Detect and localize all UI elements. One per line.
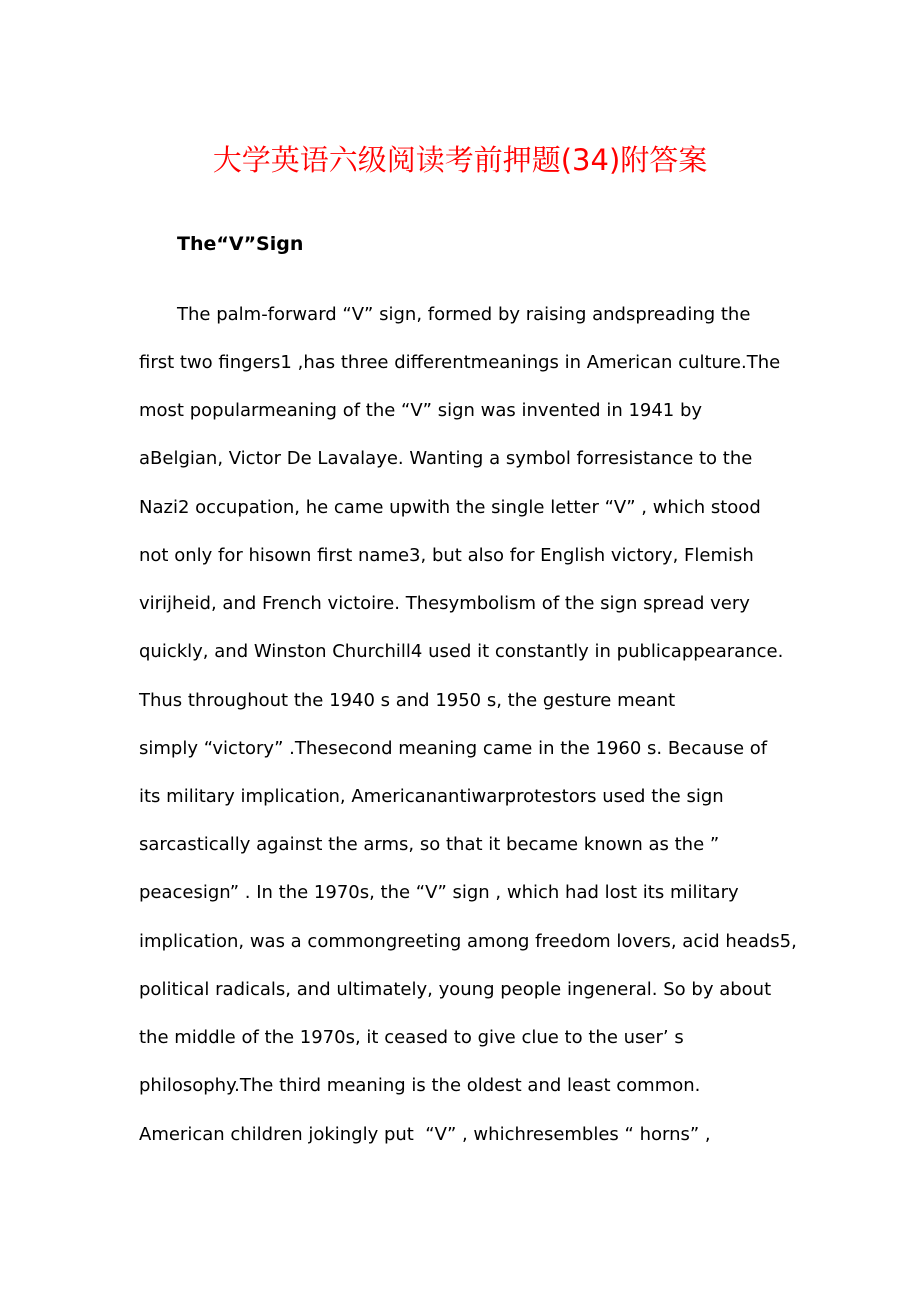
paragraph-line: philosophy.The third meaning is the oldest and least common. [139,1075,701,1096]
paragraph-line: political radicals, and ultimately, young people ingeneral. So by about [139,979,772,1000]
paragraph-line: The palm-forward “V” sign, formed by raising andspreading the [177,304,751,325]
paragraph-line: Nazi2 occupation, he came upwith the single letter “V” , which stood [139,497,761,518]
paragraph-line: peacesign” . In the 1970s, the “V” sign , which had lost its military [139,882,739,903]
paragraph-line: Thus throughout the 1940 s and 1950 s, the gesture meant [139,690,676,711]
paragraph-line: quickly, and Winston Churchill4 used it constantly in publicappearance. [139,641,784,662]
paragraph-line: its military implication, Americanantiwarprotestors used the sign [139,786,724,807]
paragraph-line: sarcastically against the arms, so that it became known as the ” [139,834,720,855]
paragraph-line: implication, was a commongreeting among freedom lovers, acid heads5, [139,931,797,952]
paragraph-line: aBelgian, Victor De Lavalaye. Wanting a symbol forresistance to the [139,448,753,469]
document-title: 大学英语六级阅读考前押题(34)附答案 [212,143,708,177]
paragraph-line: most popularmeaning of the “V” sign was invented in 1941 by [139,400,703,421]
paragraph-line: not only for hisown first name3, but also for English victory, Flemish [139,545,754,566]
paragraph-line: American children jokingly put “V” , whichresembles “ horns” , [139,1124,711,1145]
paragraph-line: first two fingers1 ,has three differentmeanings in American culture.The [139,352,781,373]
paragraph-line: simply “victory” .Thesecond meaning came in the 1960 s. Because of [139,738,768,759]
paragraph-line: the middle of the 1970s, it ceased to give clue to the user’ s [139,1027,684,1048]
paragraph-line: virijheid, and French victoire. Thesymbolism of the sign spread very [139,593,750,614]
section-heading: The“V”Sign [177,233,304,255]
